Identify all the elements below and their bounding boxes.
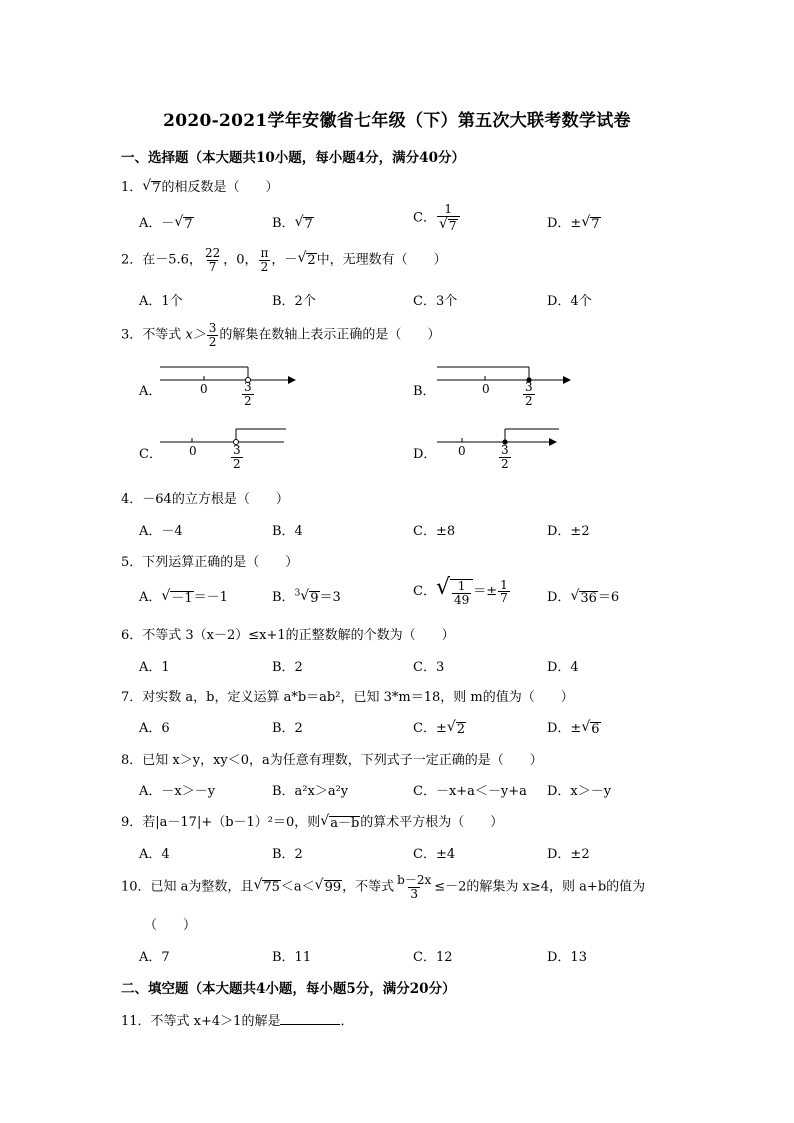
answer-blank[interactable] <box>280 1012 340 1025</box>
q1-option-c[interactable]: C． 1 √ 7 <box>413 203 461 233</box>
q6-option-a[interactable]: A．1 <box>139 660 170 675</box>
q10-answer-paren: （ ） <box>144 918 197 933</box>
q1-option-a[interactable]: A．－ √ 7 <box>139 213 193 232</box>
q6-option-b[interactable]: B．2 <box>272 660 303 675</box>
section-heading-fill: 二、填空题（本大题共4小题，每小题5分，满分20分） <box>121 981 456 997</box>
q8-option-c[interactable]: C．－x+a＜－y+a <box>413 784 527 799</box>
q10-option-a[interactable]: A．7 <box>139 950 170 965</box>
q2-option-c[interactable]: C．3个 <box>413 294 458 309</box>
q3-option-a[interactable]: A． <box>139 384 162 399</box>
question-5: 5．下列运算正确的是（ ） <box>121 555 299 570</box>
q4-option-d[interactable]: D．±2 <box>547 524 590 539</box>
q10-option-d[interactable]: D．13 <box>547 950 587 965</box>
q4-option-b[interactable]: B．4 <box>272 524 303 539</box>
q3a-zero: 0 <box>200 382 208 396</box>
q5-option-c[interactable]: C． √ $\frac{1}{49}$ ＝± $\frac{1}{7}$ <box>413 575 508 607</box>
question-3: 3．不等式 x＞ $\frac{3}{2}$ 的解集在数轴上表示正确的是（ ） <box>121 321 441 349</box>
q10-option-b[interactable]: B．11 <box>272 950 312 965</box>
question-8: 8．已知 x＞y，xy＜0，a为任意有理数，下列式子一定正确的是（ ） <box>121 753 543 768</box>
q3-option-d[interactable]: D． <box>413 447 437 462</box>
q4-option-c[interactable]: C．±8 <box>413 524 456 539</box>
q5-option-b[interactable]: B．$^3$ √ 9 ＝3 <box>272 587 341 606</box>
question-7: 7．对实数 a，b，定义运算 a*b＝ab²，已知 3*m＝18，则 m的值为（ ） <box>121 690 574 705</box>
q1-option-d[interactable]: D．± √ 7 <box>547 213 600 232</box>
section-heading-choice: 一、选择题（本大题共10小题，每小题4分，满分40分） <box>121 150 465 166</box>
q3d-frac: $\frac{3}{2}$ <box>501 443 509 471</box>
q5-option-a[interactable]: A． √ －1 ＝－1 <box>139 587 228 606</box>
page-title: 2020-2021学年安徽省七年级（下）第五次大联考数学试卷 <box>163 111 631 131</box>
question-10: 10．已知 a为整数，且 √ 75 ＜a＜ √ 99 ，不等式 $\frac{b-2x}{3}$ ≤－2的解集为 x≥4，则 a+b的值为 <box>121 873 646 901</box>
question-4: 4．－64的立方根是（ ） <box>121 492 289 507</box>
question-9: 9．若|a－17|+（b－1）²＝0，则 √ a－b 的算术平方根为（ ） <box>121 812 504 831</box>
q3c-zero: 0 <box>189 444 197 458</box>
q3-option-c[interactable]: C． <box>139 447 162 462</box>
q3a-frac: $\frac{3}{2}$ <box>244 380 252 408</box>
q8-option-b[interactable]: B．a²x＞a²y <box>272 784 349 799</box>
q3-numberline-a <box>160 362 300 412</box>
q2-option-b[interactable]: B．2个 <box>272 294 316 309</box>
q9-option-b[interactable]: B．2 <box>272 847 303 862</box>
q9-option-d[interactable]: D．±2 <box>547 847 590 862</box>
q9-option-c[interactable]: C．±4 <box>413 847 456 862</box>
q2-option-d[interactable]: D．4个 <box>547 294 592 309</box>
q8-option-a[interactable]: A．－x＞－y <box>139 784 216 799</box>
q7-option-b[interactable]: B．2 <box>272 721 303 736</box>
q7-option-c[interactable]: C．± √ 2 <box>413 718 466 737</box>
q6-option-c[interactable]: C．3 <box>413 660 445 675</box>
q9-option-a[interactable]: A．4 <box>139 847 170 862</box>
q4-option-a[interactable]: A．－4 <box>139 524 183 539</box>
q1-option-b[interactable]: B． √ 7 <box>272 213 313 232</box>
q7-option-d[interactable]: D．± √ 6 <box>547 718 600 737</box>
q8-option-d[interactable]: D．x＞－y <box>547 784 612 799</box>
q3b-frac: $\frac{3}{2}$ <box>525 380 533 408</box>
q3-numberline-b <box>437 362 577 412</box>
question-11: 11．不等式 x+4＞1的解是 ． <box>121 1014 354 1029</box>
q5-option-d[interactable]: D． √ 36 ＝6 <box>547 587 620 606</box>
question-1: 1． √ 7 的相反数是（ ） <box>121 177 279 196</box>
q6-option-d[interactable]: D．4 <box>547 660 579 675</box>
q3d-zero: 0 <box>458 444 466 458</box>
sqrt-7: √ 7 <box>142 177 161 196</box>
q3b-zero: 0 <box>482 382 490 396</box>
question-6: 6．不等式 3（x－2）≤x+1的正整数解的个数为（ ） <box>121 628 455 643</box>
q3c-frac: $\frac{3}{2}$ <box>233 443 241 471</box>
q3-option-b[interactable]: B． <box>413 384 436 399</box>
q10-option-c[interactable]: C．12 <box>413 950 453 965</box>
question-2: 2．在－5.6， $\frac{22}{7}$ ，0， $\frac{\pi}{2}$ ，－ √ 2 中，无理数有（ ） <box>121 246 447 274</box>
q2-option-a[interactable]: A．1个 <box>139 294 183 309</box>
q7-option-a[interactable]: A．6 <box>139 721 170 736</box>
